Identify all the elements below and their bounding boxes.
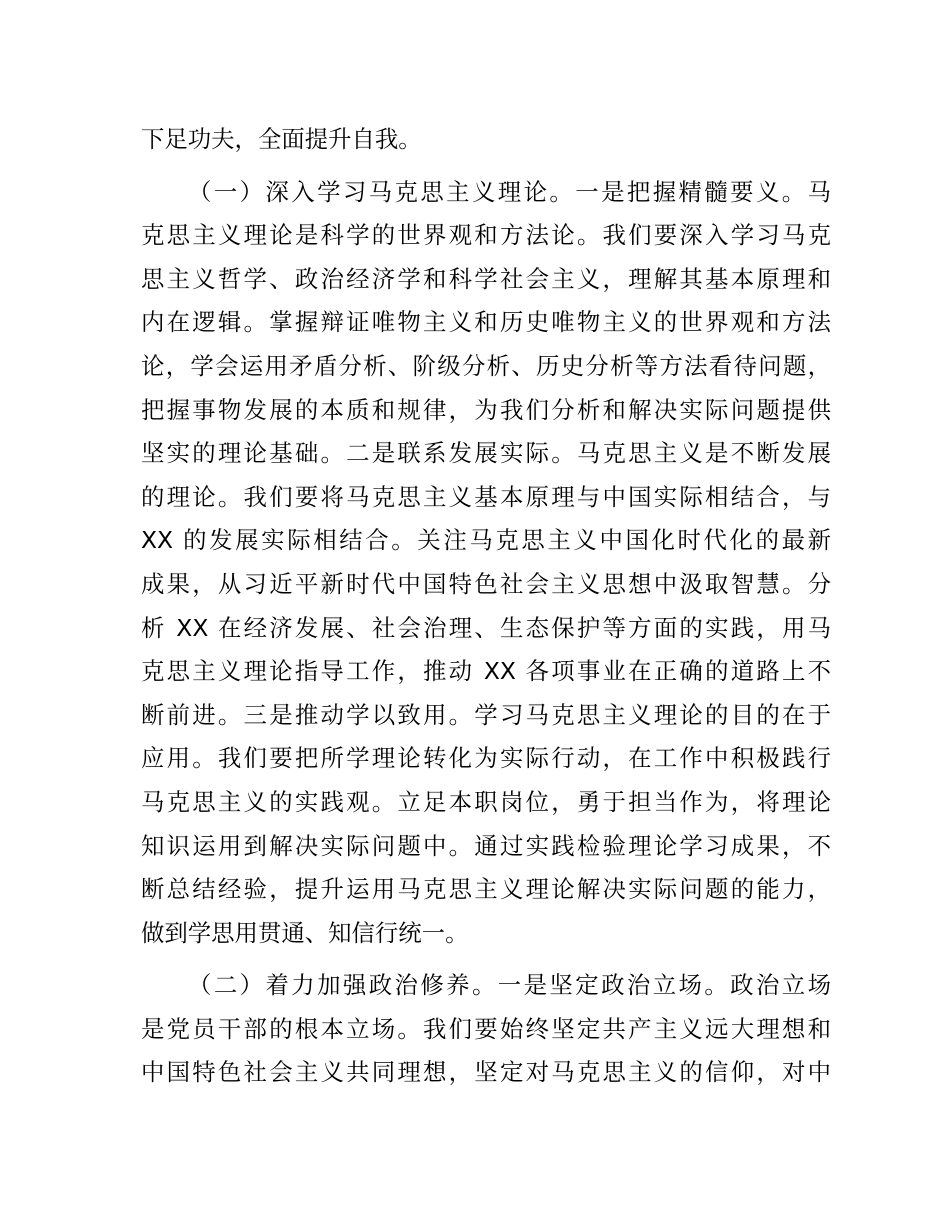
paragraph-gap <box>141 162 831 171</box>
text-line: XX 的发展实际相结合。关注马克思主义中国化时代化的最新 <box>141 526 831 555</box>
text-line: 下足功夫，全面提升自我。 <box>141 125 422 153</box>
text-line: 思主义哲学、政治经济学和科学社会主义，理解其基本原理和 <box>141 264 831 293</box>
text-line: 应用。我们要把所学理论转化为实际行动，在工作中积极践行 <box>141 744 831 773</box>
text-line: 成果，从习近平新时代中国特色社会主义思想中汲取智慧。分 <box>141 569 831 598</box>
paragraph-gap <box>141 955 831 964</box>
text-line: 把握事物发展的本质和规律，为我们分析和解决实际问题提供 <box>141 395 831 424</box>
text-line: 析 XX 在经济发展、社会治理、生态保护等方面的实践，用马 <box>141 613 831 642</box>
text-line: 的理论。我们要将马克思主义基本原理与中国实际相结合，与 <box>141 482 831 511</box>
text-line: 中国特色社会主义共同理想，坚定对马克思主义的信仰，对中 <box>141 1058 831 1087</box>
paragraph-intro-tail <box>141 118 831 162</box>
section-2-heading-line: （二）着力加强政治修养。一是坚定政治立场。政治立场 <box>188 971 831 1000</box>
text-line: 是党员干部的根本立场。我们要始终坚定共产主义远大理想和 <box>141 1014 831 1043</box>
section-1-heading-line: （一）深入学习马克思主义理论。一是把握精髓要义。马 <box>188 177 831 206</box>
text-line: 内在逻辑。掌握辩证唯物主义和历史唯物主义的世界观和方法 <box>141 308 831 337</box>
text-line: 克思主义理论是科学的世界观和方法论。我们要深入学习马克 <box>141 221 831 250</box>
text-line: 克思主义理论指导工作，推动 XX 各项事业在正确的道路上不 <box>141 657 831 686</box>
text-line: 马克思主义的实践观。立足本职岗位，勇于担当作为，将理论 <box>141 787 831 816</box>
document-body <box>141 118 831 1095</box>
paragraph-section-2 <box>141 964 831 1095</box>
text-line: 断前进。三是推动学以致用。学习马克思主义理论的目的在于 <box>141 700 831 729</box>
paragraph-section-1 <box>141 171 831 956</box>
text-line: 断总结经验，提升运用马克思主义理论解决实际问题的能力， <box>141 875 831 904</box>
text-line: 做到学思用贯通、知信行统一。 <box>141 918 469 947</box>
text-line: 论，学会运用矛盾分析、阶级分析、历史分析等方法看待问题， <box>141 351 831 380</box>
text-line: 坚实的理论基础。二是联系发展实际。马克思主义是不断发展 <box>141 439 831 468</box>
text-line: 知识运用到解决实际问题中。通过实践检验理论学习成果，不 <box>141 831 831 860</box>
